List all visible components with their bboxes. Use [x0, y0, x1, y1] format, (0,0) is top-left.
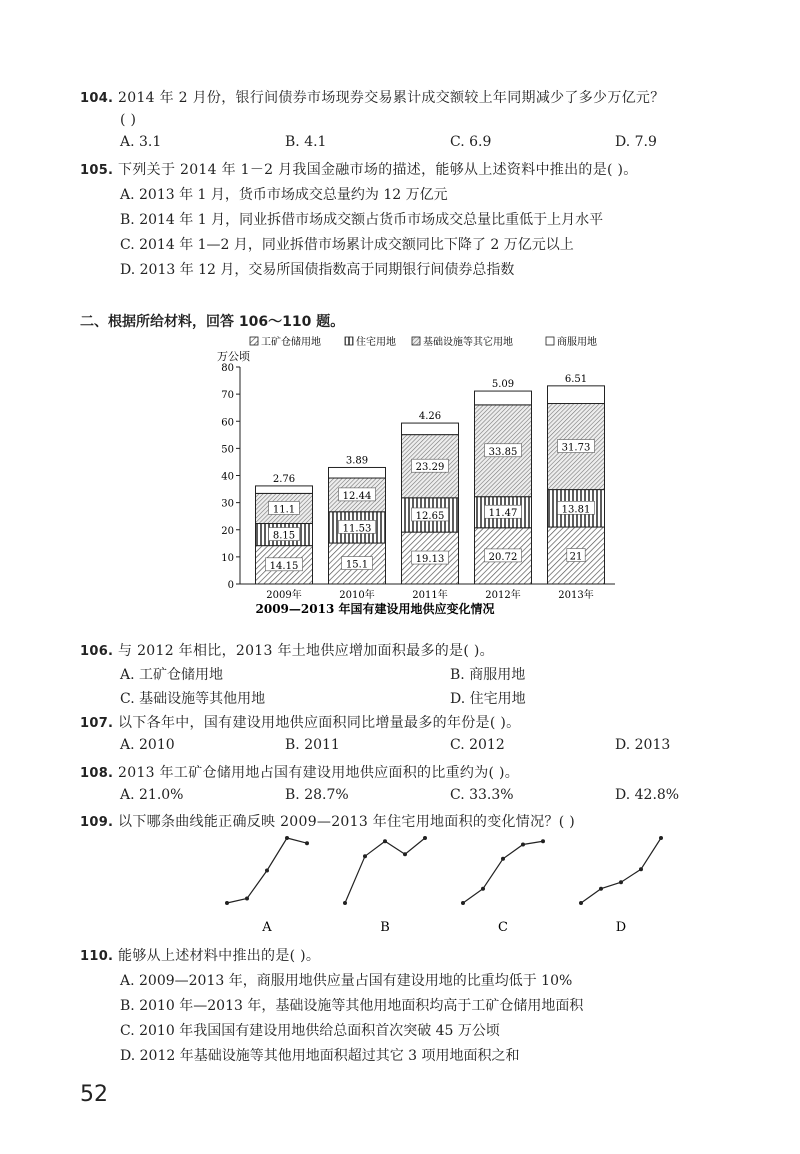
data-label: 2.76 — [272, 473, 296, 485]
data-label: 31.73 — [561, 442, 591, 454]
q106-number: 106. — [80, 644, 114, 659]
q110-option-b[interactable]: B. 2010 年—2013 年，基础设施等其他用地面积均高于工矿仓储用地面积 — [120, 998, 584, 1014]
curve-label: D — [615, 920, 627, 935]
legend-label: 商服用地 — [557, 337, 597, 348]
q106-option-d[interactable]: D. 住宅用地 — [450, 691, 526, 707]
curve-point — [363, 854, 367, 858]
data-label: 4.26 — [418, 411, 442, 423]
curve-option-A — [225, 836, 309, 935]
curve-label: A — [262, 920, 272, 935]
curve-point — [461, 901, 465, 905]
bar-segment — [548, 386, 605, 404]
data-label: 33.85 — [488, 446, 518, 458]
curve-point — [579, 901, 583, 905]
curve-option-C — [461, 839, 545, 935]
curve-line — [463, 841, 543, 903]
x-tick-label: 2012年 — [485, 590, 521, 601]
x-tick-label: 2009年 — [266, 590, 302, 601]
q104-option-a[interactable]: A. 3.1 — [120, 134, 162, 150]
bar-segment — [329, 467, 386, 478]
stacked-bar-chart — [180, 322, 650, 622]
bar-segment — [402, 423, 459, 435]
bar-segment — [475, 391, 532, 405]
y-tick-label: 0 — [227, 580, 234, 591]
curve-point — [423, 836, 427, 840]
q104-option-b[interactable]: B. 4.1 — [285, 134, 327, 150]
page-number: 52 — [80, 1082, 108, 1107]
q110-text: 能够从上述材料中推出的是( )。 — [118, 948, 321, 964]
data-label: 5.09 — [491, 379, 515, 391]
section-heading: 二、根据所给材料，回答 106～110 题。 — [80, 314, 345, 330]
legend-swatch — [345, 337, 353, 345]
x-tick-label: 2013年 — [558, 590, 594, 601]
q108-option-d[interactable]: D. 42.8% — [615, 787, 680, 803]
y-axis-label: 万公顷 — [217, 350, 250, 363]
q107-stem — [80, 712, 520, 732]
y-tick-label: 80 — [221, 363, 234, 374]
q110-option-a[interactable]: A. 2009—2013 年，商服用地供应量占国有建设用地的比重均低于 10% — [120, 973, 573, 989]
data-label: 11.53 — [342, 523, 372, 535]
q104-text: 2014 年 2 月份，银行间债券市场现券交易累计成交额较上年同期减少了多少万亿元？ — [118, 90, 665, 106]
x-tick-label: 2010年 — [339, 590, 375, 601]
curve-point — [225, 901, 229, 905]
legend-swatch — [546, 337, 554, 345]
legend-label: 工矿仓储用地 — [261, 337, 321, 348]
q106-stem — [80, 640, 494, 660]
q110-option-d[interactable]: D. 2012 年基础设施等其他用地面积超过其它 3 项用地面积之和 — [120, 1048, 520, 1064]
data-label: 20.72 — [488, 551, 518, 563]
curve-point — [265, 869, 269, 873]
chart-legend — [250, 335, 597, 348]
curve-line — [345, 838, 425, 903]
data-label: 23.29 — [415, 462, 445, 474]
q110-option-c[interactable]: C. 2010 年我国国有建设用地供给总面积首次突破 45 万公顷 — [120, 1023, 500, 1039]
q105-text: 下列关于 2014 年 1－2 月我国金融市场的描述，能够从上述资料中推出的是( )。 — [118, 162, 638, 178]
q108-option-b[interactable]: B. 28.7% — [285, 787, 349, 803]
bar-segment — [256, 486, 313, 493]
q109-curve-options — [215, 830, 675, 940]
curve-option-D — [579, 836, 663, 935]
q106-text: 与 2012 年相比，2013 年土地供应增加面积最多的是( )。 — [118, 643, 494, 659]
q109-text: 以下哪条曲线能正确反映 2009—2013 年住宅用地面积的变化情况？( ) — [118, 814, 575, 830]
data-label: 21 — [569, 551, 583, 563]
q107-option-c[interactable]: C. 2012 — [450, 737, 505, 753]
q109-number: 109. — [80, 815, 114, 830]
curve-label: B — [380, 920, 390, 935]
legend-label: 基础设施等其它用地 — [423, 337, 513, 348]
q107-text: 以下各年中，国有建设用地供应面积同比增量最多的年份是( )。 — [118, 715, 521, 731]
q104-answer-paren: ( ) — [120, 112, 137, 128]
q105-number: 105. — [80, 163, 114, 178]
y-tick-label: 60 — [221, 417, 234, 429]
data-label: 12.65 — [415, 510, 445, 522]
curve-point — [481, 887, 485, 891]
q105-option-d[interactable]: D. 2013 年 12 月，交易所国债指数高于同期银行间债券总指数 — [120, 262, 515, 278]
data-label: 11.47 — [488, 508, 518, 520]
x-tick-label: 2011年 — [412, 590, 448, 601]
q110-number: 110. — [80, 949, 114, 964]
data-label: 13.81 — [561, 504, 591, 516]
q105-option-c[interactable]: C. 2014 年 1—2 月，同业拆借市场累计成交额同比下降了 2 万亿元以上 — [120, 237, 574, 253]
q108-option-a[interactable]: A. 21.0% — [120, 787, 184, 803]
y-tick-label: 20 — [221, 525, 234, 537]
q110-stem — [80, 945, 320, 965]
data-label: 15.1 — [345, 559, 369, 571]
q105-stem — [80, 159, 638, 179]
curve-point — [619, 880, 623, 884]
legend-label: 住宅用地 — [356, 337, 396, 348]
y-tick-label: 50 — [221, 444, 234, 456]
q104-number: 104. — [80, 91, 114, 106]
curve-point — [521, 843, 525, 847]
q104-stem — [80, 87, 665, 107]
curve-point — [245, 896, 249, 900]
legend-swatch — [250, 337, 258, 345]
y-tick-label: 70 — [221, 390, 234, 402]
curve-point — [659, 836, 663, 840]
data-label: 6.51 — [564, 373, 588, 385]
curve-label: C — [498, 920, 508, 935]
q109-stem — [80, 811, 575, 831]
q108-stem — [80, 762, 519, 782]
curve-point — [305, 841, 309, 845]
chart-title: 2009—2013 年国有建设用地供应变化情况 — [255, 602, 495, 616]
q104-option-c[interactable]: C. 6.9 — [450, 134, 492, 150]
q107-option-b[interactable]: B. 2011 — [285, 737, 340, 753]
q105-option-a[interactable]: A. 2013 年 1 月，货币市场成交总量约为 12 万亿元 — [120, 187, 448, 203]
data-label: 8.15 — [272, 530, 296, 542]
q108-number: 108. — [80, 766, 114, 781]
chart-bars — [256, 374, 605, 601]
q107-number: 107. — [80, 716, 114, 731]
q108-option-c[interactable]: C. 33.3% — [450, 787, 514, 803]
q106-option-a[interactable]: A. 工矿仓储用地 — [120, 667, 224, 683]
data-label: 11.1 — [272, 504, 296, 516]
q104-option-d[interactable]: D. 7.9 — [615, 134, 657, 150]
curve-point — [383, 839, 387, 843]
legend-swatch — [412, 337, 420, 345]
q107-option-d[interactable]: D. 2013 — [615, 737, 671, 753]
curve-point — [343, 901, 347, 905]
curve-point — [285, 836, 289, 840]
curve-point — [599, 887, 603, 891]
curve-point — [639, 867, 643, 871]
y-tick-label: 10 — [221, 552, 234, 564]
curve-point — [403, 852, 407, 856]
y-tick-label: 40 — [221, 471, 234, 483]
data-label: 3.89 — [345, 455, 369, 467]
q105-option-b[interactable]: B. 2014 年 1 月，同业拆借市场成交额占货币市场成交总量比重低于上月水平 — [120, 212, 604, 228]
data-label: 12.44 — [342, 490, 372, 502]
q108-text: 2013 年工矿仓储用地占国有建设用地供应面积的比重约为( )。 — [118, 765, 520, 781]
curve-option-B — [343, 836, 427, 935]
curve-line — [581, 838, 661, 903]
q106-option-c[interactable]: C. 基础设施等其他用地 — [120, 691, 266, 707]
q107-option-a[interactable]: A. 2010 — [120, 737, 175, 753]
curve-point — [501, 857, 505, 861]
curve-point — [541, 839, 545, 843]
q106-option-b[interactable]: B. 商服用地 — [450, 667, 526, 683]
data-label: 14.15 — [269, 560, 299, 572]
data-label: 19.13 — [415, 554, 445, 566]
y-tick-label: 30 — [221, 498, 234, 510]
